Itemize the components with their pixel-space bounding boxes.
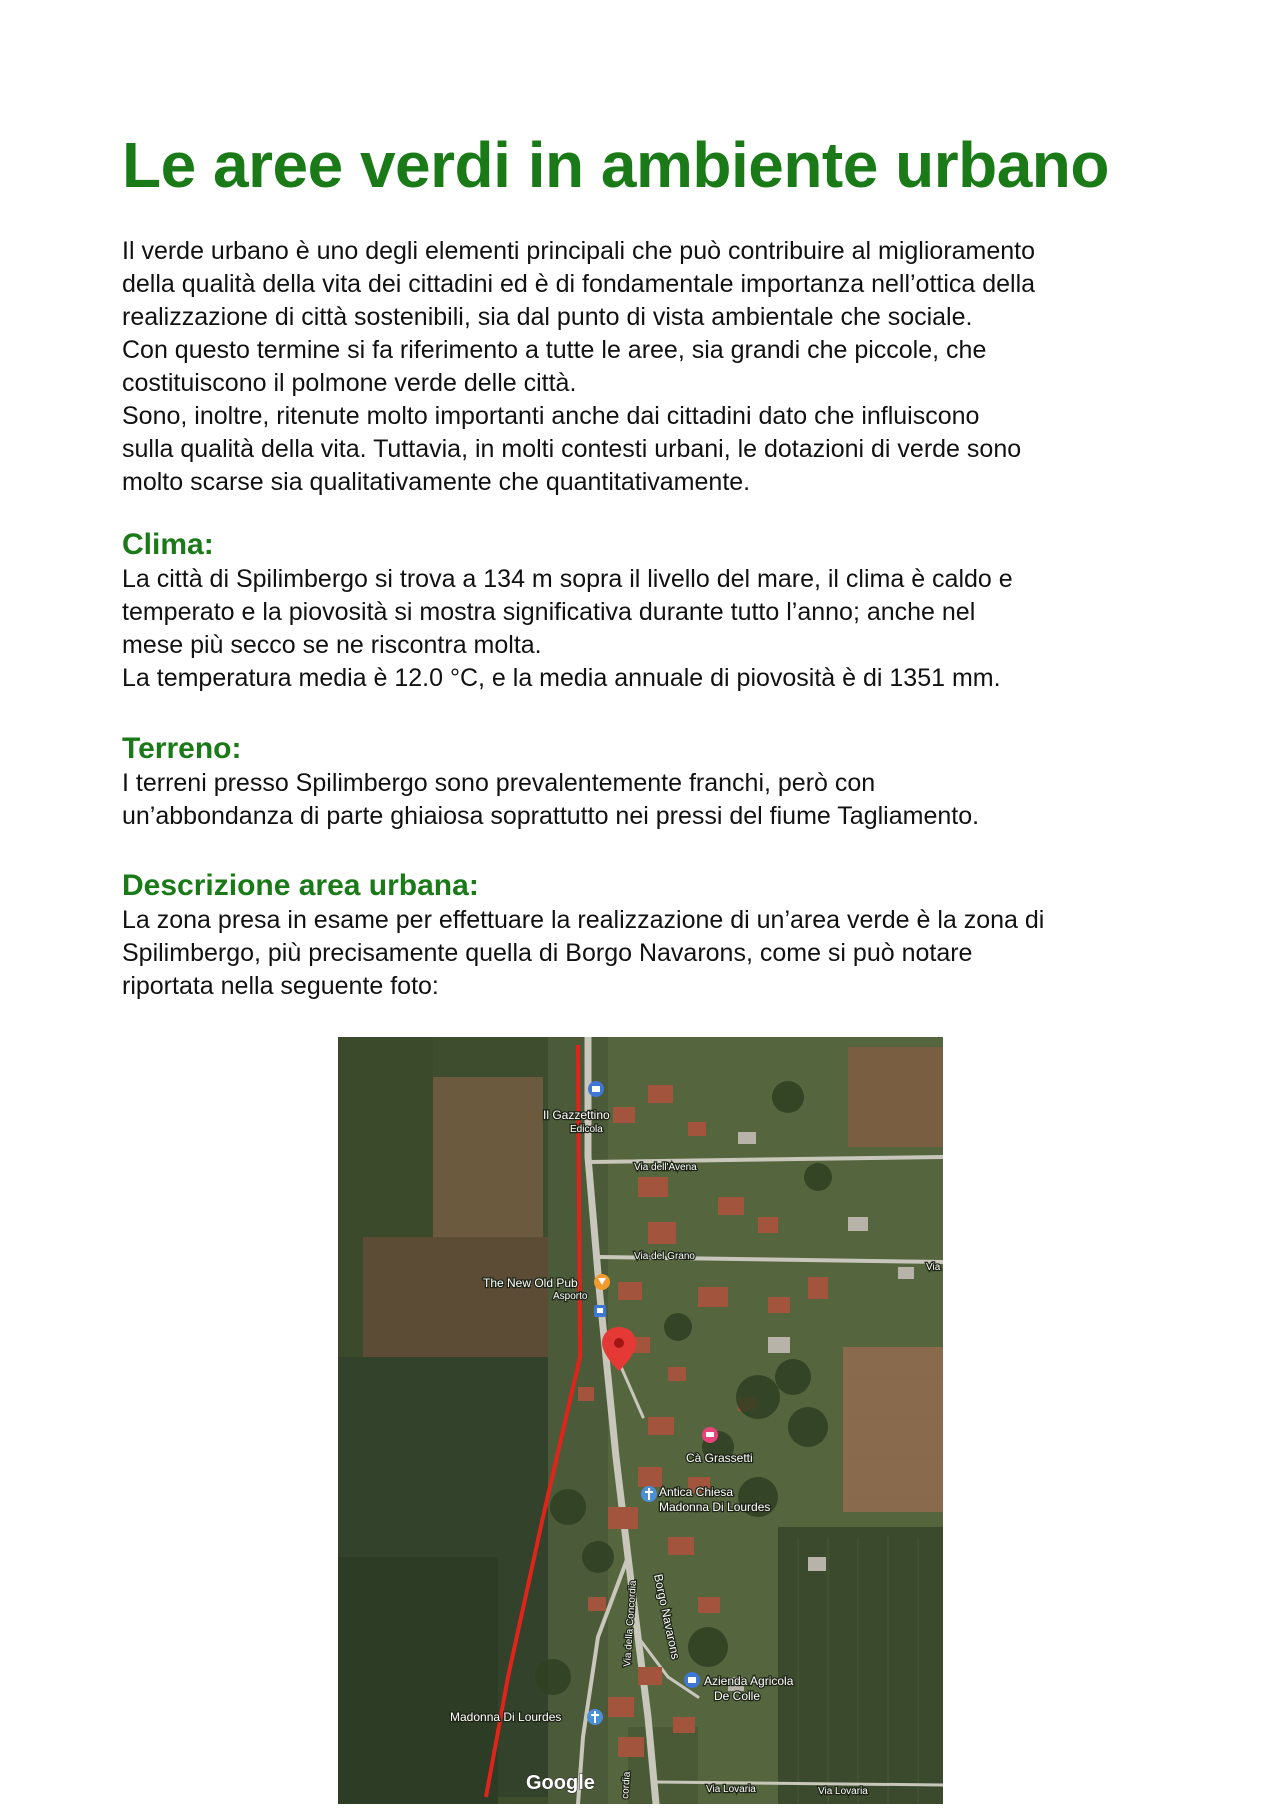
google-logo: Google [526,1772,595,1794]
section-terreno [122,731,1172,833]
section-line: Spilimbergo, più precisamente quella di Borgo Navarons, come si può notare [122,939,973,967]
pin-madonna [587,1709,603,1725]
section-line: mese più secco se ne riscontra molta. [122,631,542,659]
section-line: un’abbondanza di parte ghiaiosa soprattutto nei pressi del fiume Tagliamento. [122,802,980,830]
section-heading: Descrizione area urbana: [122,869,479,902]
pin-pub [594,1274,610,1290]
intro-line: realizzazione di città sostenibili, sia dal punto di vista ambientale che sociale. [122,303,973,331]
section-heading: Clima: [122,528,214,561]
intro-line: Il verde urbano è uno degli elementi principali che può contribuire al miglioramento [122,237,1036,265]
intro-line: Con questo termine si fa riferimento a tutte le aree, sia grandi che piccole, che [122,336,987,364]
label-via-avena: Via dell'Avena [634,1162,697,1173]
label-borgo: Borgo Navarons [651,1572,683,1661]
section-clima [122,527,1172,695]
pin-azienda [684,1672,700,1688]
section-heading: Terreno: [122,732,242,765]
section-line: riportata nella seguente foto: [122,972,439,1000]
page-title: Le aree verdi in ambiente urbano [122,129,1109,201]
label-gazzettino: Il Gazzettino [543,1108,610,1122]
section-line: I terreni presso Spilimbergo sono prevalentemente franchi, però con [122,769,876,797]
label-concordia-short: cordia [620,1771,633,1800]
intro-paragraph [122,235,1172,499]
label-grassetti: Cà Grassetti [686,1451,753,1465]
label-via-grano: Via del Grano [634,1251,695,1262]
bus-stop-icon [594,1305,606,1317]
pin-chiesa [641,1486,657,1502]
section-line: La città di Spilimbergo si trova a 134 m sopra il livello del mare, il clima è caldo e [122,565,1013,593]
section-line: temperato e la piovosità si mostra significativa durante tutto l’anno; anche nel [122,598,976,626]
label-chiesa-1: Antica Chiesa [659,1485,734,1499]
satellite-map-image [338,1037,943,1804]
intro-line: costituiscono il polmone verde delle città. [122,369,577,397]
label-azienda-2: De Colle [714,1689,761,1703]
label-madonna: Madonna Di Lourdes [450,1710,562,1724]
section-line: La zona presa in esame per effettuare la realizzazione di un’area verde è la zona di [122,906,1045,934]
label-chiesa-2: Madonna Di Lourdes [659,1500,771,1514]
intro-line: della qualità della vita dei cittadini ed è di fondamentale importanza nell’ottica della [122,270,1036,298]
label-via-edge: Via [926,1262,941,1273]
label-lovaria-2: Via Lovaria [818,1786,868,1797]
field-northeast [848,1047,943,1147]
label-edicola: Edicola [570,1124,603,1135]
label-azienda-1: Azienda Agricola [704,1674,794,1688]
section-line: La temperatura media è 12.0 °C, e la media annuale di piovosità è di 1351 mm. [122,664,1001,692]
label-asporto: Asporto [553,1291,588,1302]
field-brown [363,1237,548,1367]
pin-gazzettino [588,1081,604,1097]
intro-line: sulla qualità della vita. Tuttavia, in molti contesti urbani, le dotazioni di verde sono [122,435,1022,463]
label-pub: The New Old Pub [483,1276,578,1290]
intro-line: molto scarse sia qualitativamente che quantitativamente. [122,468,751,496]
intro-line: Sono, inoltre, ritenute molto importanti anche dai cittadini dato che influiscono [122,402,980,430]
field-east [843,1347,943,1512]
section-descrizione [122,868,1172,1003]
label-lovaria-1: Via Lovaria [706,1784,756,1795]
label-concordia: Via della Concordia [622,1580,640,1668]
pin-grassetti [702,1427,718,1443]
